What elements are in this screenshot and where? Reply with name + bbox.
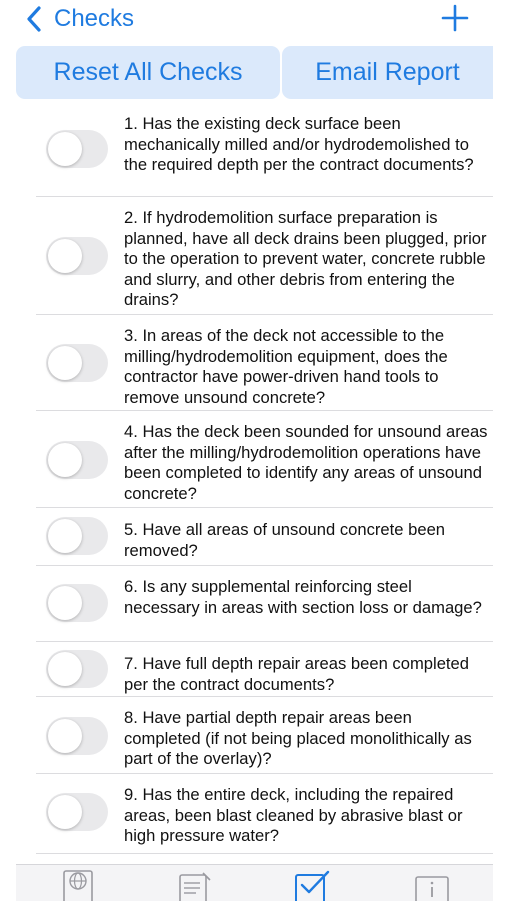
check-question: 9. Has the entire deck, including the repaired areas, been blast cleaned by abrasive blast or high pressure water?: [124, 785, 463, 845]
toggle-knob: [48, 652, 82, 686]
plus-icon[interactable]: [440, 3, 470, 33]
check-toggle[interactable]: [46, 237, 108, 275]
check-toggle[interactable]: [46, 441, 108, 479]
check-row: [0, 508, 507, 565]
tab-bar: [16, 864, 493, 901]
toggle-knob: [48, 795, 82, 829]
check-question: 5. Have all areas of unsound concrete been removed?: [124, 520, 446, 560]
check-row: [0, 197, 507, 314]
toggle-knob: [48, 346, 82, 380]
check-toggle[interactable]: [46, 517, 108, 555]
check-toggle[interactable]: [46, 650, 108, 688]
check-question: 4. Has the deck been sounded for unsound areas after the milling/hydrodemolition operations have been completed to identify any areas of unsound concrete?: [124, 422, 488, 503]
globe-tab-icon[interactable]: [58, 869, 98, 901]
check-row: [0, 315, 507, 410]
check-row: [0, 566, 507, 641]
toggle-knob: [48, 443, 82, 477]
check-question: 6. Is any supplemental reinforcing steel necessary in areas with section loss or damage?: [124, 577, 482, 617]
toggle-knob: [48, 132, 82, 166]
toggle-knob: [48, 719, 82, 753]
check-row: [0, 411, 507, 507]
check-row: [0, 108, 507, 196]
back-button[interactable]: [22, 2, 134, 36]
navigation-bar: [0, 0, 507, 40]
check-row: [0, 774, 507, 854]
check-toggle[interactable]: [46, 717, 108, 755]
row-divider: [36, 853, 493, 854]
notes-tab-icon[interactable]: [174, 869, 214, 901]
toggle-knob: [48, 519, 82, 553]
back-button-label: Checks: [54, 5, 135, 32]
check-toggle[interactable]: [46, 130, 108, 168]
toggle-knob: [48, 586, 82, 620]
check-question: 7. Have full depth repair areas been completed per the contract documents?: [124, 654, 469, 694]
check-question: 1. Has the existing deck surface been mechanically milled and/or hydrodemolished to the required depth per the contract documents?: [124, 114, 474, 174]
check-row: [0, 697, 507, 773]
check-question: 2. If hydrodemolition surface preparation is planned, have all deck drains been plugged, prior to the operation to prevent water, concrete rubble and slurry, and other debris from entering the drains?: [124, 208, 487, 309]
chevron-left-icon: [22, 3, 50, 35]
reset-all-checks-button[interactable]: Reset All Checks: [16, 46, 280, 99]
email-report-button[interactable]: Email Report: [282, 46, 493, 99]
check-row: [0, 642, 507, 696]
checks-tab-icon[interactable]: [292, 869, 332, 901]
check-question: 3. In areas of the deck not accessible to the milling/hydrodemolition equipment, does the contractor have power-driven hand tools to remove unsound concrete?: [124, 326, 448, 407]
check-toggle[interactable]: [46, 584, 108, 622]
check-toggle[interactable]: [46, 344, 108, 382]
check-question: 8. Have partial depth repair areas been completed (if not being placed monolithically as part of the overlay)?: [124, 708, 472, 768]
checklist: [0, 108, 507, 860]
action-buttons: [16, 46, 493, 99]
info-tab-icon[interactable]: [412, 869, 452, 901]
toggle-knob: [48, 239, 82, 273]
check-toggle[interactable]: [46, 793, 108, 831]
